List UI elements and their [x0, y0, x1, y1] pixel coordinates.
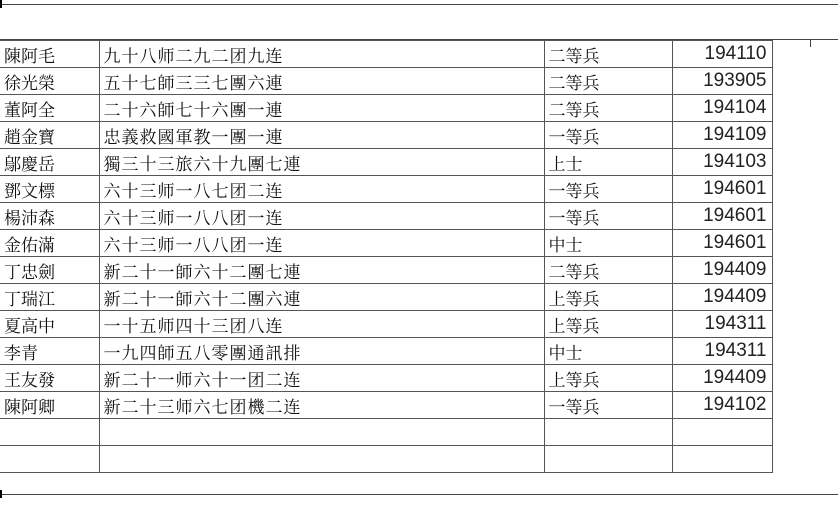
name-cell: 丁忠劍 [0, 257, 99, 284]
rank-cell [544, 419, 672, 446]
rank-cell: 一等兵 [544, 203, 672, 230]
rank-cell [544, 446, 672, 473]
rank-cell: 上等兵 [544, 365, 672, 392]
table-row [0, 41, 772, 68]
right-page-edge [810, 39, 811, 47]
unit-cell: 新二十一師六十二團七連 [99, 257, 544, 284]
unit-cell: 一九四師五八零團通訊排 [99, 338, 544, 365]
rank-cell: 二等兵 [544, 257, 672, 284]
table-row [0, 203, 772, 230]
date-cell: 194109 [672, 122, 772, 149]
unit-cell: 忠義救國軍教一團一連 [99, 122, 544, 149]
table-row [0, 365, 772, 392]
date-cell: 194409 [672, 284, 772, 311]
table-row [0, 68, 772, 95]
rank-cell: 上士 [544, 149, 672, 176]
records-body [0, 41, 772, 473]
unit-cell: 二十六師七十六團一連 [99, 95, 544, 122]
records-table [0, 40, 773, 473]
rank-cell: 一等兵 [544, 176, 672, 203]
header-top-rule [0, 4, 838, 5]
table-row [0, 230, 772, 257]
table-row [0, 122, 772, 149]
name-cell: 陳阿毛 [0, 41, 99, 68]
table-row [0, 446, 772, 473]
name-cell: 王友發 [0, 365, 99, 392]
date-cell [672, 446, 772, 473]
date-cell: 194104 [672, 95, 772, 122]
date-cell: 194601 [672, 230, 772, 257]
table-row [0, 338, 772, 365]
table-row [0, 257, 772, 284]
name-cell: 鄔慶岳 [0, 149, 99, 176]
date-cell: 194601 [672, 203, 772, 230]
rank-cell: 上等兵 [544, 311, 672, 338]
unit-cell: 九十八师二九二团九连 [99, 41, 544, 68]
name-cell: 徐光榮 [0, 68, 99, 95]
table-row [0, 392, 772, 419]
rank-cell: 上等兵 [544, 284, 672, 311]
name-cell: 丁瑞江 [0, 284, 99, 311]
name-cell: 李青 [0, 338, 99, 365]
name-cell: 陳阿卿 [0, 392, 99, 419]
name-cell: 金佑滿 [0, 230, 99, 257]
date-cell: 194409 [672, 365, 772, 392]
date-cell: 194103 [672, 149, 772, 176]
rank-cell: 中士 [544, 338, 672, 365]
date-cell: 194102 [672, 392, 772, 419]
rank-cell: 一等兵 [544, 122, 672, 149]
margin-mark [0, 0, 2, 8]
table-row [0, 419, 772, 446]
table-row [0, 284, 772, 311]
name-cell: 趙金寶 [0, 122, 99, 149]
unit-cell: 新二十三师六七团機二连 [99, 392, 544, 419]
unit-cell: 六十三师一八八团一连 [99, 203, 544, 230]
date-cell: 194110 [672, 41, 772, 68]
date-cell: 194601 [672, 176, 772, 203]
unit-cell: 五十七師三三七團六連 [99, 68, 544, 95]
name-cell: 夏高中 [0, 311, 99, 338]
table-row [0, 95, 772, 122]
unit-cell [99, 419, 544, 446]
unit-cell: 獨三十三旅六十九團七連 [99, 149, 544, 176]
unit-cell: 六十三师一八八团一连 [99, 230, 544, 257]
margin-mark-bottom [0, 490, 2, 498]
unit-cell [99, 446, 544, 473]
name-cell: 楊沛森 [0, 203, 99, 230]
unit-cell: 新二十一师六十一团二连 [99, 365, 544, 392]
table-row [0, 311, 772, 338]
date-cell: 193905 [672, 68, 772, 95]
date-cell: 194311 [672, 338, 772, 365]
date-cell [672, 419, 772, 446]
name-cell: 董阿全 [0, 95, 99, 122]
date-cell: 194311 [672, 311, 772, 338]
rank-cell: 二等兵 [544, 68, 672, 95]
unit-cell: 一十五师四十三团八连 [99, 311, 544, 338]
rank-cell: 一等兵 [544, 392, 672, 419]
footer-rule [0, 494, 838, 495]
rank-cell: 二等兵 [544, 95, 672, 122]
table-row [0, 149, 772, 176]
date-cell: 194409 [672, 257, 772, 284]
name-cell: 鄧文標 [0, 176, 99, 203]
table-row [0, 176, 772, 203]
unit-cell: 新二十一師六十二團六連 [99, 284, 544, 311]
unit-cell: 六十三师一八七团二连 [99, 176, 544, 203]
rank-cell: 中士 [544, 230, 672, 257]
name-cell [0, 419, 99, 446]
rank-cell: 二等兵 [544, 41, 672, 68]
name-cell [0, 446, 99, 473]
